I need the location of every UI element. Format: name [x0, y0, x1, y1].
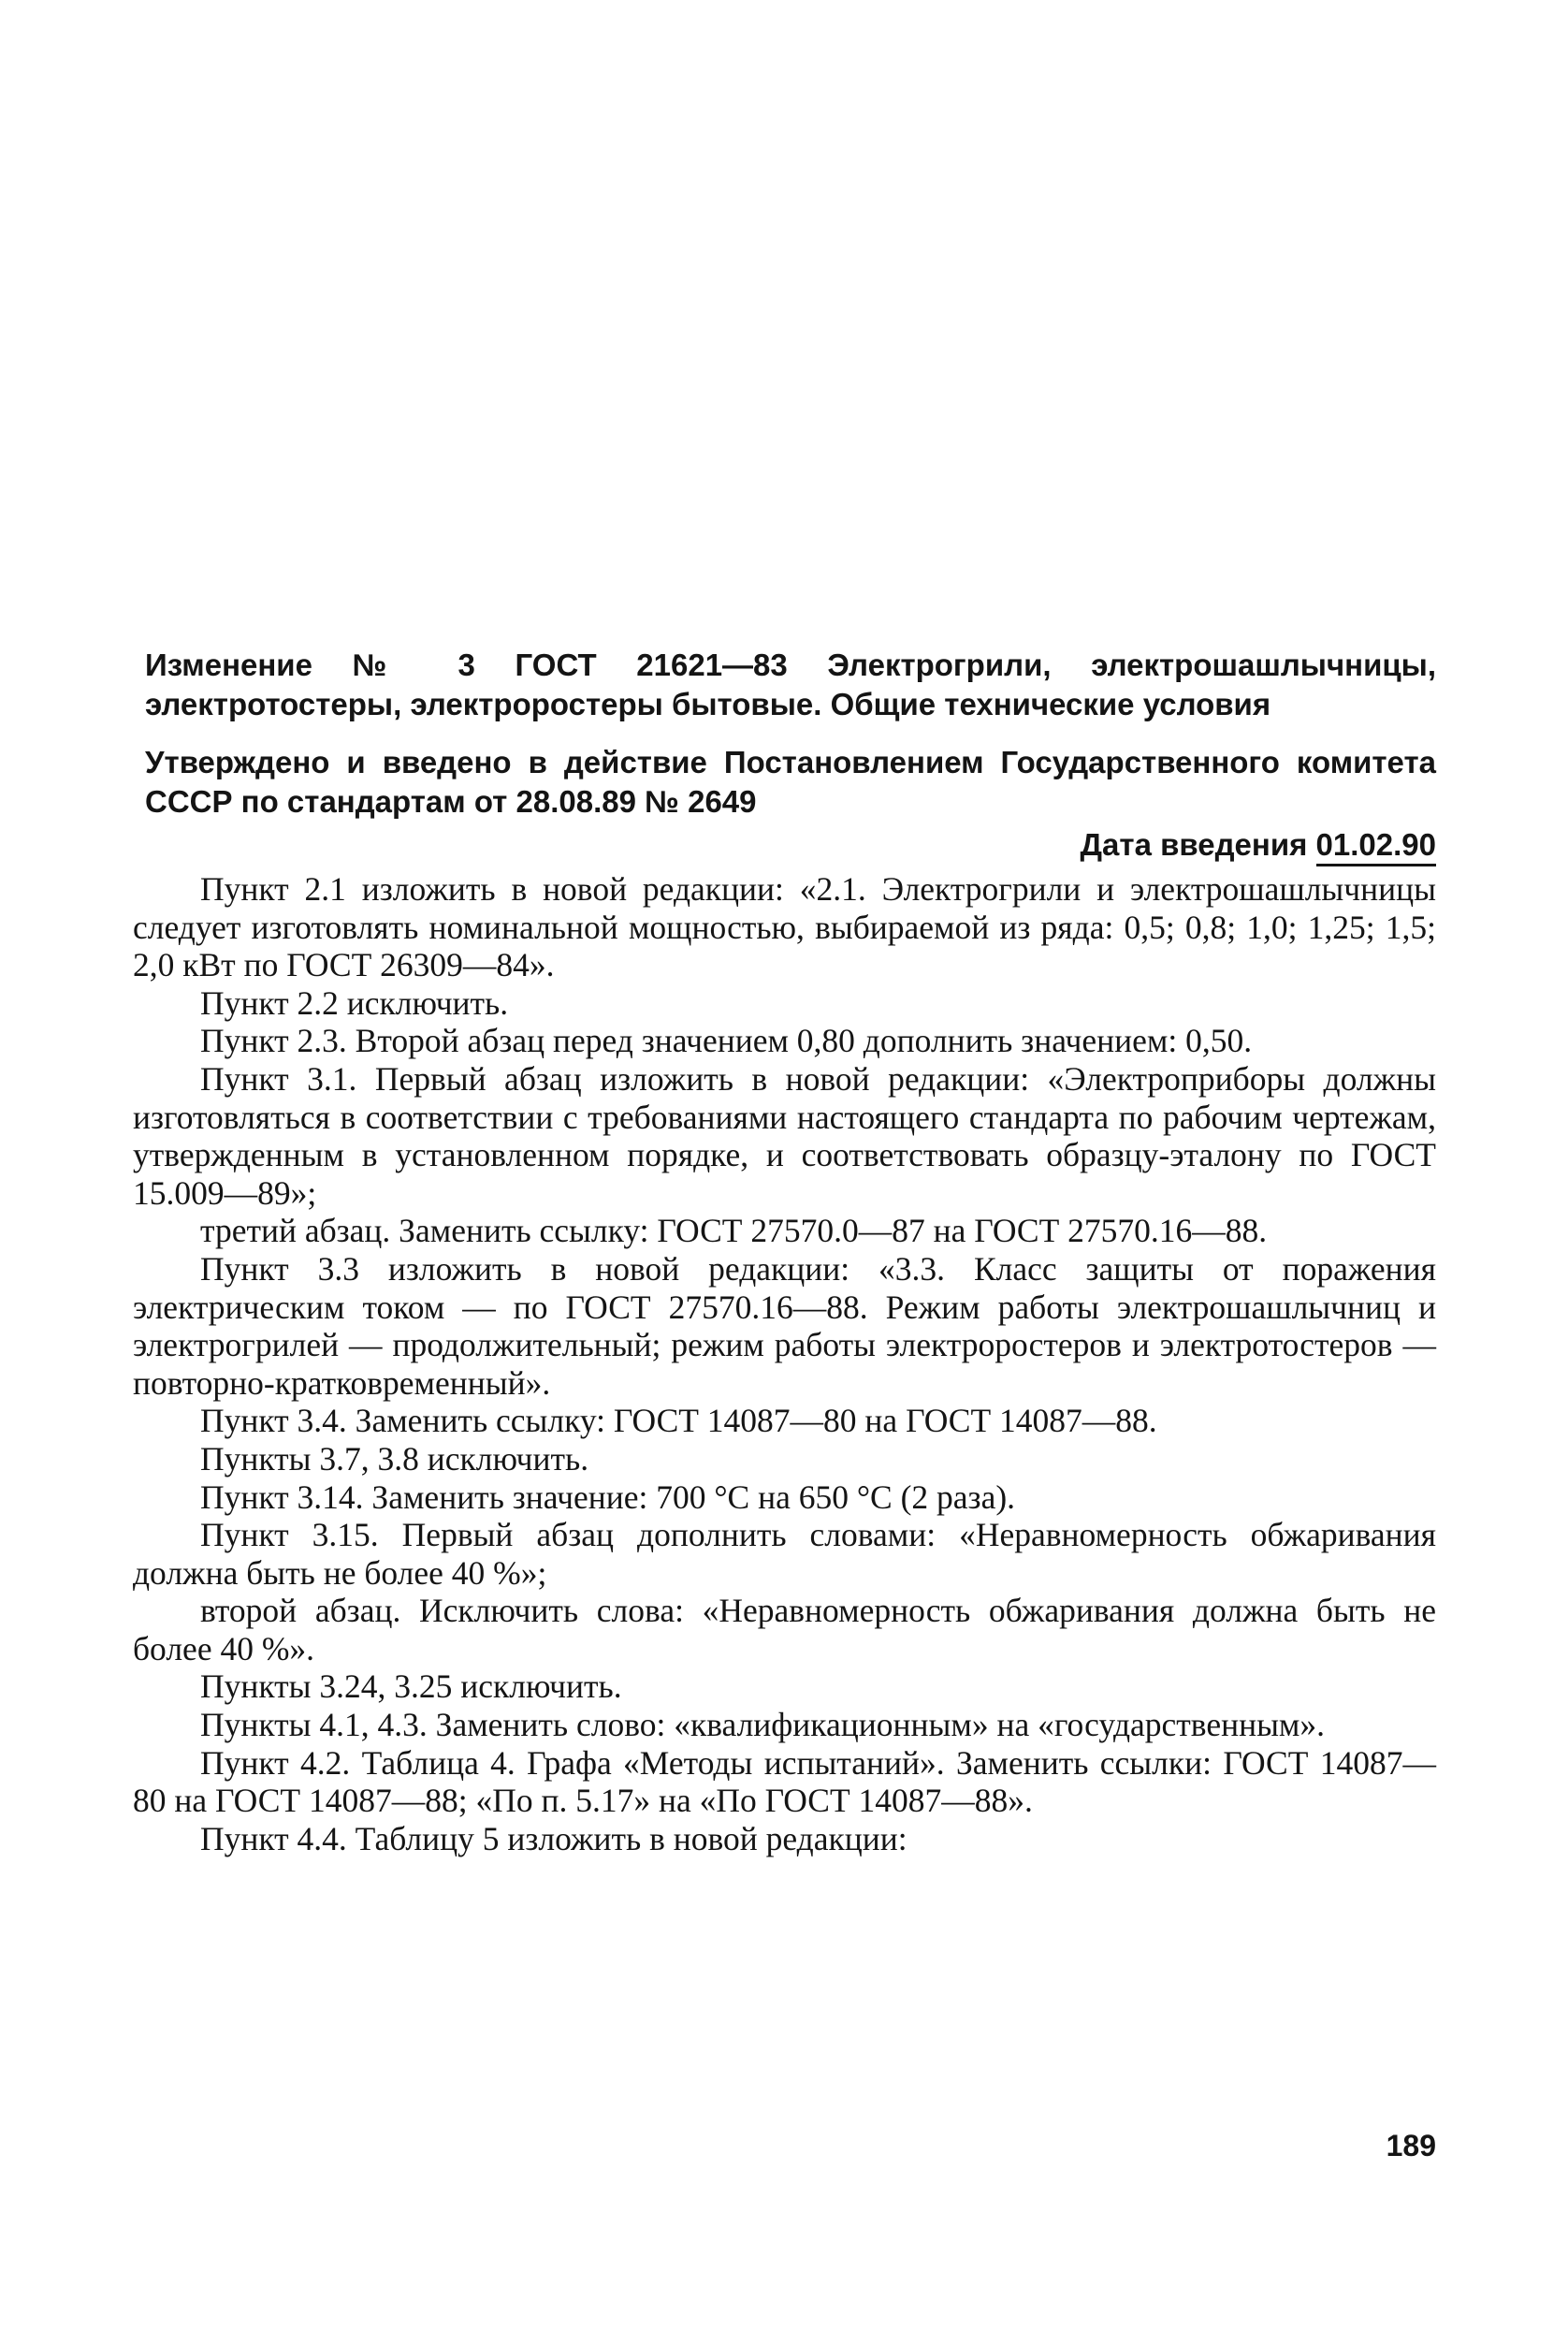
paragraph: Пункт 2.1 изложить в новой редакции: «2.1. Электрогрили и электрошашлычницы следует изготовлять номинальной мощностью, выбираемой из ряда: 0,5; 0,8; 1,0; 1,25; 1,5; 2,0 кВт по ГОСТ 26309—84». [133, 870, 1436, 984]
paragraph: Пункт 3.14. Заменить значение: 700 °С на 650 °С (2 раза). [200, 1478, 1016, 1516]
paragraph: Пункты 4.1, 4.3. Заменить слово: «квалификационным» на «государственным». [200, 1706, 1326, 1744]
amendment-body [133, 870, 1436, 1857]
paragraph: Пункт 2.3. Второй абзац перед значением 0,80 дополнить значением: 0,50. [200, 1022, 1253, 1060]
paragraph: Пункт 3.4. Заменить ссылку: ГОСТ 14087—80 на ГОСТ 14087—88. [200, 1402, 1157, 1440]
effective-date-line [145, 825, 1436, 865]
paragraph: Пункты 3.7, 3.8 исключить. [200, 1439, 589, 1478]
effective-date-value: 01.02.90 [1316, 827, 1436, 866]
paragraph: Пункт 4.2. Таблица 4. Графа «Методы испытаний». Заменить ссылки: ГОСТ 14087—80 на ГОСТ 14087—88; «По п. 5.17» на «По ГОСТ 14087—88». [133, 1743, 1436, 1820]
paragraph: Пункт 2.2 исключить. [200, 983, 509, 1022]
paragraph: Пункты 3.24, 3.25 исключить. [200, 1667, 622, 1706]
paragraph: Пункт 3.15. Первый абзац дополнить словами: «Неравномерность обжаривания должна быть не более 40 %»; [133, 1516, 1436, 1592]
amendment-title: Изменение № 3 ГОСТ 21621—83 Электрогрили, электрошашлычницы, электротостеры, электроростеры бытовые. Общие технические условия [145, 648, 1436, 721]
paragraph: Пункт 3.1. Первый абзац изложить в новой редакции: «Электроприборы должны изготовляться в соответствии с требованиями настоящего стандарта по рабочим чертежам, утвержденным в установленном порядке, и соответствовать образцу-эталону по ГОСТ 15.009—89»; [133, 1059, 1436, 1212]
document-header [145, 646, 1436, 865]
paragraph: Пункт 4.4. Таблицу 5 изложить в новой редакции: [200, 1819, 907, 1857]
paragraph: второй абзац. Исключить слова: «Неравномерность обжаривания должна быть не более 40 %». [133, 1592, 1436, 1667]
page-number: 189 [1386, 2129, 1436, 2162]
approval-statement: Утверждено и введено в действие Постановлением Государственного комитета СССР по стандартам от 28.08.89 № 2649 [145, 745, 1436, 819]
paragraph: третий абзац. Заменить ссылку: ГОСТ 27570.0—87 на ГОСТ 27570.16—88. [200, 1212, 1268, 1250]
paragraph: Пункт 3.3 изложить в новой редакции: «3.3. Класс защиты от поражения электрическим током — по ГОСТ 27570.16—88. Режим работы электрошашлычниц и электрогрилей — продолжительный; режим работы электроростеров и электротостеров — повторно-кратковременный». [133, 1249, 1436, 1402]
effective-date-label: Дата введения [1080, 827, 1308, 862]
